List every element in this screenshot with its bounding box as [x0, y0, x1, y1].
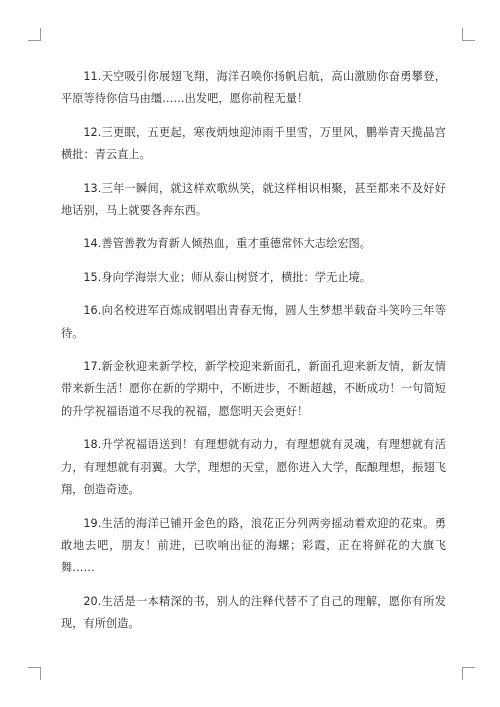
- crop-mark-top-right: [462, 28, 475, 41]
- crop-mark-bottom-right: [462, 667, 475, 680]
- paragraph-18: 18.升学祝福语送到！有理想就有动力，有理想就有灵魂，有理想就有活力，有理想就有羽翼。大学，理想的天堂，愿你进入大学，酝酿理想，振翅飞翔，创造奇迹。: [61, 438, 446, 497]
- crop-mark-bottom-left: [28, 667, 41, 680]
- paragraph-11: 11.天空吸引你展翅飞翔，海洋召唤你扬帆启航，高山激励你奋勇攀登，平原等待你信马由缰……出发吧，愿你前程无量！: [61, 70, 446, 106]
- paragraph-14: 14.善管善教为育新人倾热血，重才重德常怀大志绘宏图。: [83, 237, 372, 251]
- paragraph-20: 20.生活是一本精深的书，别人的注释代替不了自己的理解，愿你有所发现，有所创造。: [61, 594, 446, 631]
- paragraph-12: 12.三更眠，五更起，寒夜炳烛迎沛雨千里雪，万里风，鹏举青天揽晶宫横批：青云直上。: [61, 125, 446, 162]
- paragraph-17: 17.新金秋迎来新学校，新学校迎来新面孔，新面孔迎来新友情，新友情带来新生活！愿你在新的学期中，不断进步，不断超越，不断成功！一句简短的升学祝福语道不尽我的祝福，愿您明天会更好！: [61, 360, 446, 418]
- paragraph-13: 13.三年一瞬间，就这样欢歌纵笑，就这样相识相聚，甚至都来不及好好地话别，马上就要各奔东西。: [61, 181, 446, 218]
- paragraph-19: 19.生活的海洋已铺开金色的路，浪花正分列两旁摇动着欢迎的花束。勇敢地去吧，朋友！前进，已吹响出征的海螺；彩霞，正在将鲜花的大旗飞舞……: [61, 516, 446, 575]
- crop-mark-top-left: [28, 28, 41, 41]
- paragraph-15: 15.身向学海崇大业；师从泰山树贤才，横批：学无止境。: [83, 270, 372, 284]
- paragraph-16: 16.向名校进军百炼成钢唱出青春无悔，圆人生梦想半载奋斗笑吟三年等待。: [61, 304, 446, 340]
- document-body: [61, 66, 446, 647]
